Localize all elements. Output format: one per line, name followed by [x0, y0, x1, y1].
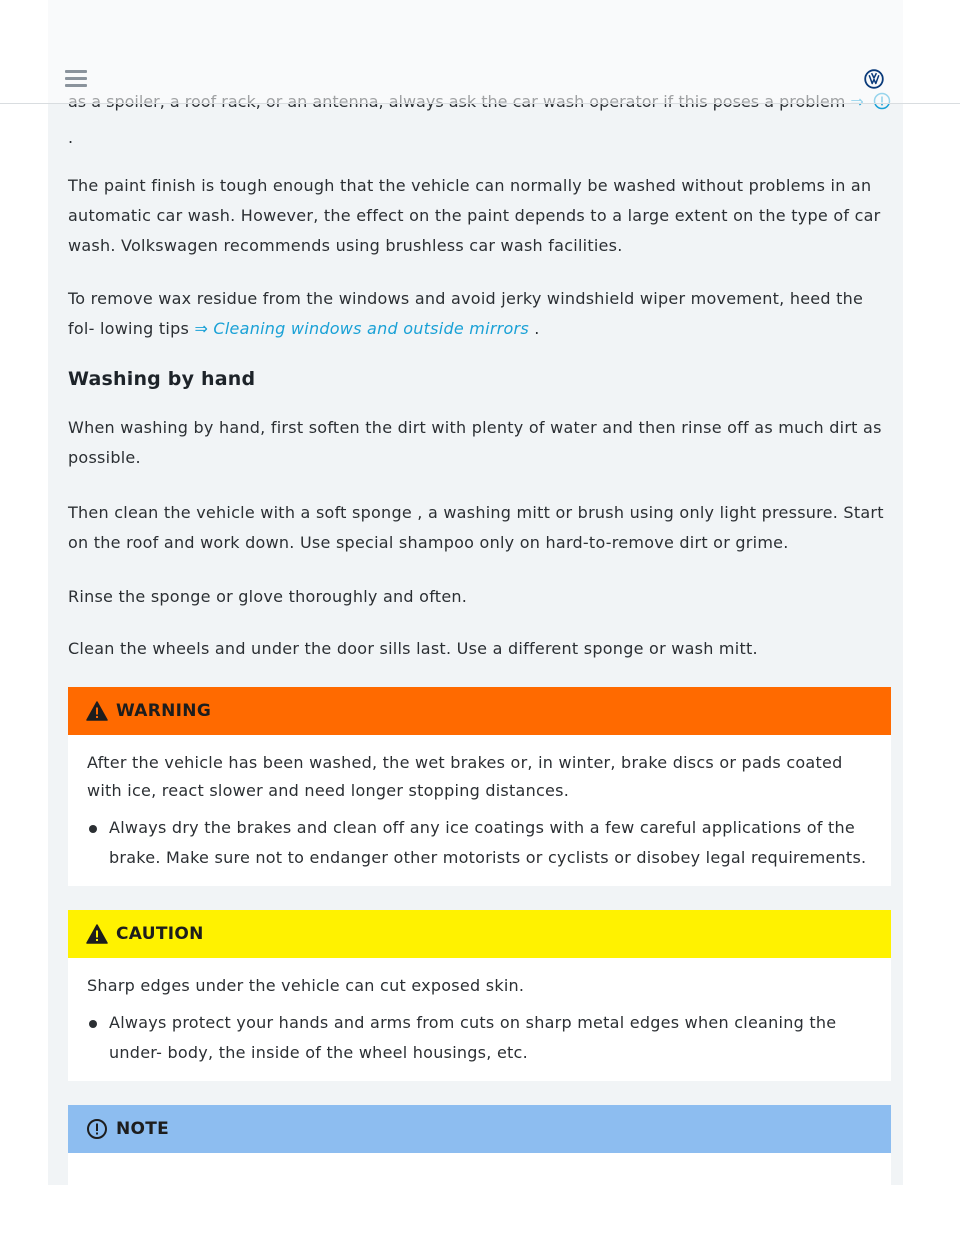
- caution-title: CAUTION: [116, 924, 204, 944]
- paragraph-paint-finish: The paint finish is tough enough that the vehicle can normally be washed without problems in an automatic car wash. However, the effect on the paint depends to a large extent on the type of car wash. Volkswagen recommends using brushless car wash facilities.: [68, 176, 881, 255]
- stray-period: .: [68, 128, 74, 147]
- caution-box: [68, 910, 891, 1081]
- warning-title: WARNING: [116, 701, 212, 721]
- note-box: [68, 1105, 891, 1185]
- warning-header: [68, 687, 891, 735]
- hamburger-menu-icon[interactable]: [65, 70, 87, 88]
- note-title: NOTE: [116, 1119, 170, 1139]
- paragraph-wax-residue: [68, 284, 888, 344]
- vw-logo-icon[interactable]: [864, 69, 884, 89]
- caution-bullet: Always protect your hands and arms from cuts on sharp metal edges when cleaning the under- body, the inside of the wheel housings, etc.: [87, 1008, 871, 1068]
- section-heading-washing-by-hand: Washing by hand: [68, 368, 256, 390]
- paragraph-clean-wheels: Clean the wheels and under the door sills last. Use a different sponge or wash mitt.: [68, 639, 758, 658]
- note-header: [68, 1105, 891, 1153]
- link-cleaning-windows[interactable]: ⇒ Cleaning windows and outside mirrors: [194, 319, 529, 338]
- wax-residue-period: .: [534, 319, 540, 338]
- warning-triangle-icon: [86, 701, 108, 721]
- warning-bullet: Always dry the brakes and clean off any ice coatings with a few careful applications of the brake. Make sure not to endanger other motorists or cyclists or disobey legal requirements.: [87, 813, 871, 873]
- warning-box: [68, 687, 891, 886]
- caution-header: [68, 910, 891, 958]
- paragraph-soften-dirt: When washing by hand, first soften the dirt with plenty of water and then rinse off as much dirt as possible.: [68, 418, 882, 467]
- paragraph-rinse-sponge: Rinse the sponge or glove thoroughly and often.: [68, 587, 468, 606]
- wax-residue-text: To remove wax residue from the windows and avoid jerky windshield wiper movement, heed the fol- lowing tips: [68, 289, 864, 338]
- warning-text: After the vehicle has been washed, the wet brakes or, in winter, brake discs or pads coated with ice, react slower and need longer stopping distances.: [87, 753, 843, 800]
- info-circle-icon: [86, 1118, 108, 1140]
- caution-text: Sharp edges under the vehicle can cut exposed skin.: [87, 976, 525, 995]
- caution-triangle-icon: [86, 924, 108, 944]
- top-bar: [0, 0, 960, 104]
- paragraph-clean-vehicle: Then clean the vehicle with a soft sponge , a washing mitt or brush using only light pressure. Start on the roof and work down. Use special shampoo only on hard-to-remove dirt or grime.: [68, 503, 884, 552]
- warning-body: [68, 735, 891, 877]
- caution-body: [68, 958, 891, 1072]
